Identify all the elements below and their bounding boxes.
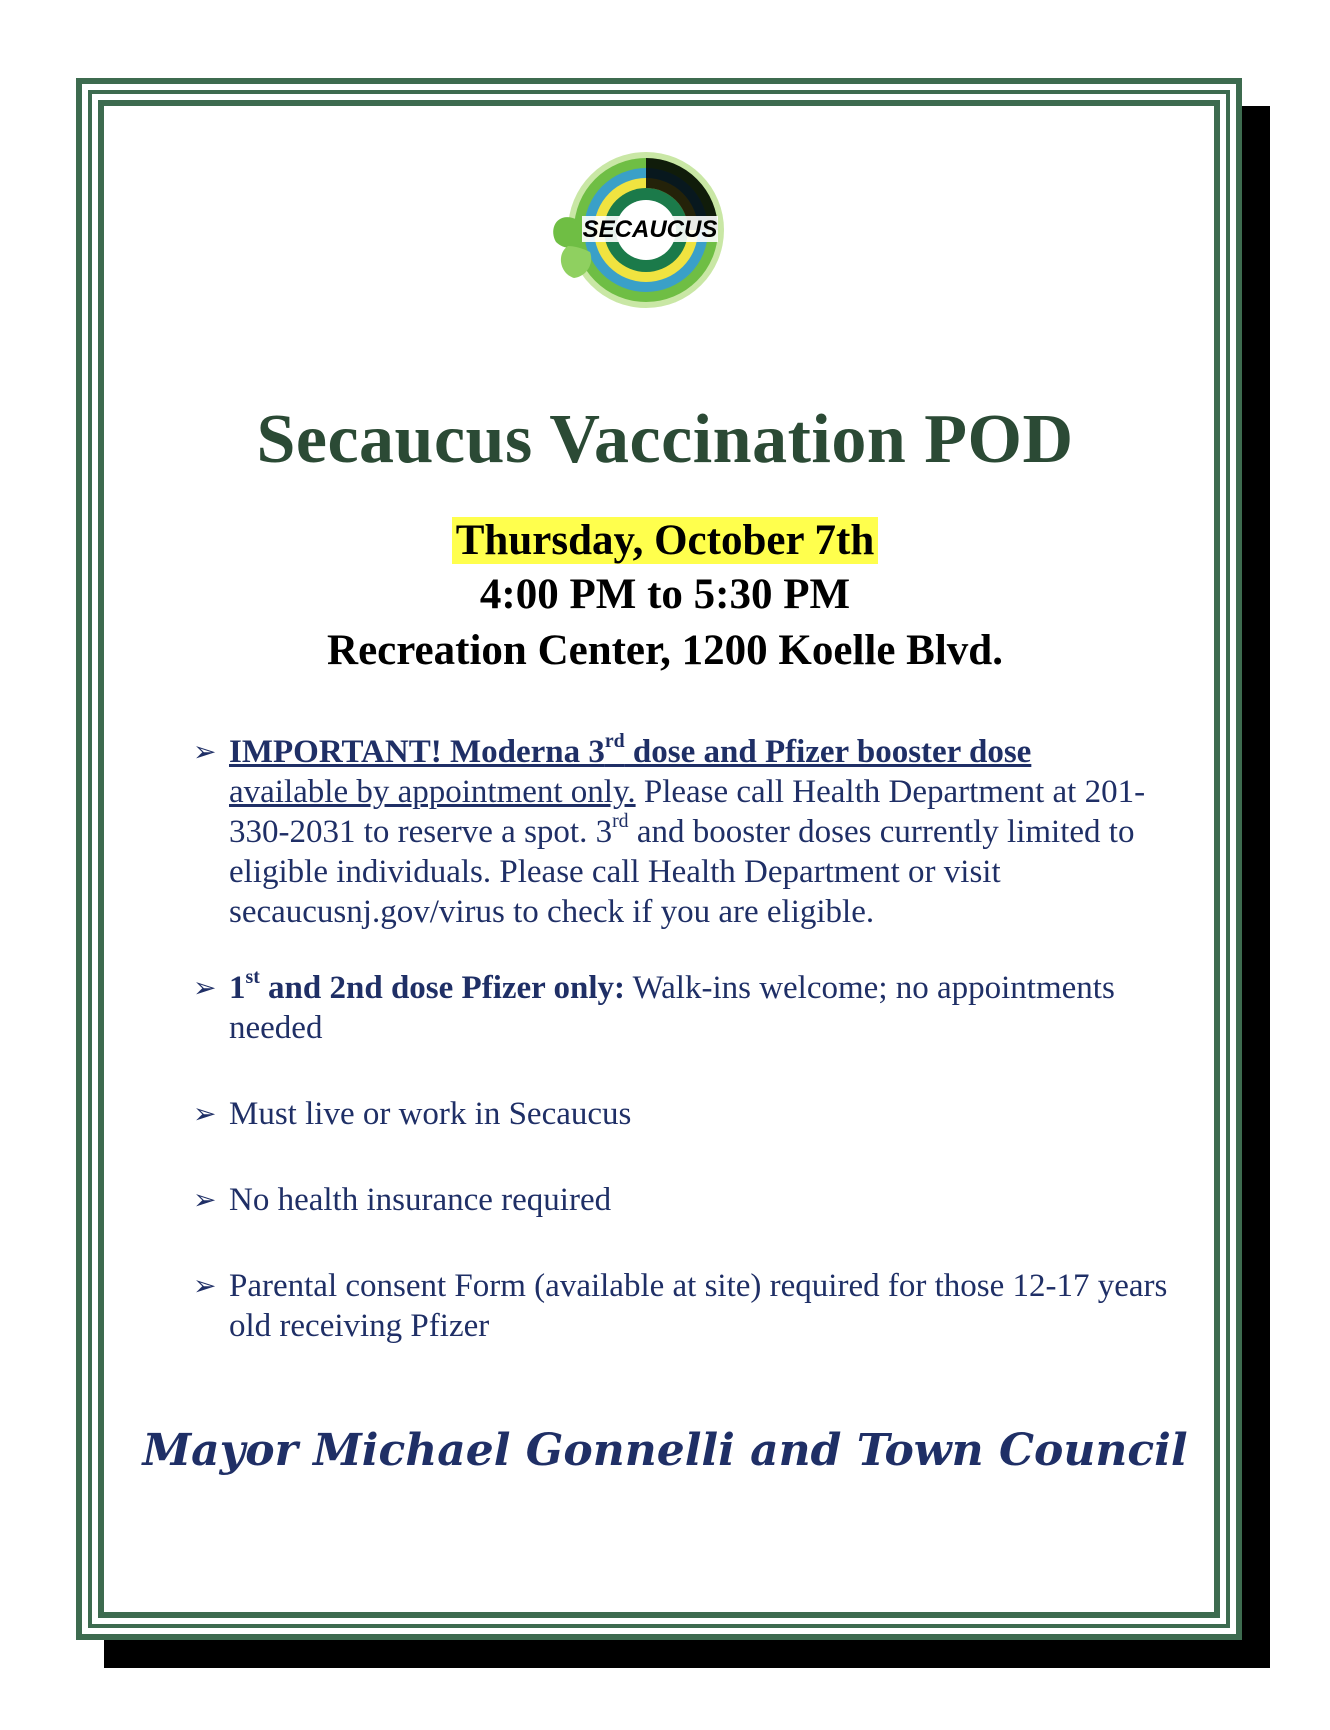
page-title: Secaucus Vaccination POD bbox=[256, 401, 1074, 478]
event-location: Recreation Center, 1200 Koelle Blvd. bbox=[327, 627, 1003, 674]
consent-text: Parental consent Form (available at site) required for those 12-17 years old receiving Pfizer bbox=[229, 1268, 1168, 1344]
event-date: Thursday, October 7th bbox=[452, 517, 879, 564]
insurance-text: No health insurance required bbox=[229, 1182, 612, 1218]
secaucus-logo bbox=[538, 150, 738, 310]
walkins-text: Walk-ins welcome; no appointments needed bbox=[229, 970, 1115, 1046]
list-item bbox=[193, 1266, 1173, 1346]
appointment-note: available by appointment only. bbox=[229, 774, 636, 810]
footer-signature: Mayor Michael Gonnelli and Town Council bbox=[142, 1425, 1188, 1476]
list-item bbox=[193, 1180, 1173, 1220]
arrow-bullet-icon: ➢ bbox=[193, 735, 217, 768]
important-heading: IMPORTANT! Moderna 3rd dose and Pfizer booster dose bbox=[229, 730, 1032, 770]
arrow-bullet-icon: ➢ bbox=[193, 1097, 217, 1130]
arrow-bullet-icon: ➢ bbox=[193, 1269, 217, 1302]
event-time: 4:00 PM to 5:30 PM bbox=[479, 571, 851, 618]
list-item bbox=[193, 968, 1173, 1048]
event-date-line bbox=[0, 516, 1330, 565]
list-item: ➢ IMPORTANT! Moderna 3rd dose and Pfizer booster dose available by appointment only. Please call Health Department at 201-330-2031 to reserve a spot. 3rd and booster doses currently limited to eligible individuals. Please call Health Department or visit secaucusnj.gov/virus to check if you are eligible. bbox=[193, 730, 1146, 930]
arrow-bullet-icon: ➢ bbox=[193, 1183, 217, 1216]
eligibility-text: and booster doses currently limited to eligible individuals. Please call Health Department or visit secaucusnj.gov/virus to check if you are eligible. bbox=[229, 814, 1135, 930]
call-text: Please call Health Department at 201-330-2031 to reserve a spot. 3 bbox=[229, 774, 1146, 850]
info-list bbox=[193, 732, 1173, 1346]
list-item bbox=[193, 1094, 1173, 1134]
arrow-bullet-icon: ➢ bbox=[193, 971, 217, 1004]
residency-text: Must live or work in Secaucus bbox=[229, 1096, 632, 1132]
logo-text: SECAUCUS bbox=[582, 216, 718, 243]
dose-heading: 1st and 2nd dose Pfizer only: bbox=[229, 966, 625, 1006]
